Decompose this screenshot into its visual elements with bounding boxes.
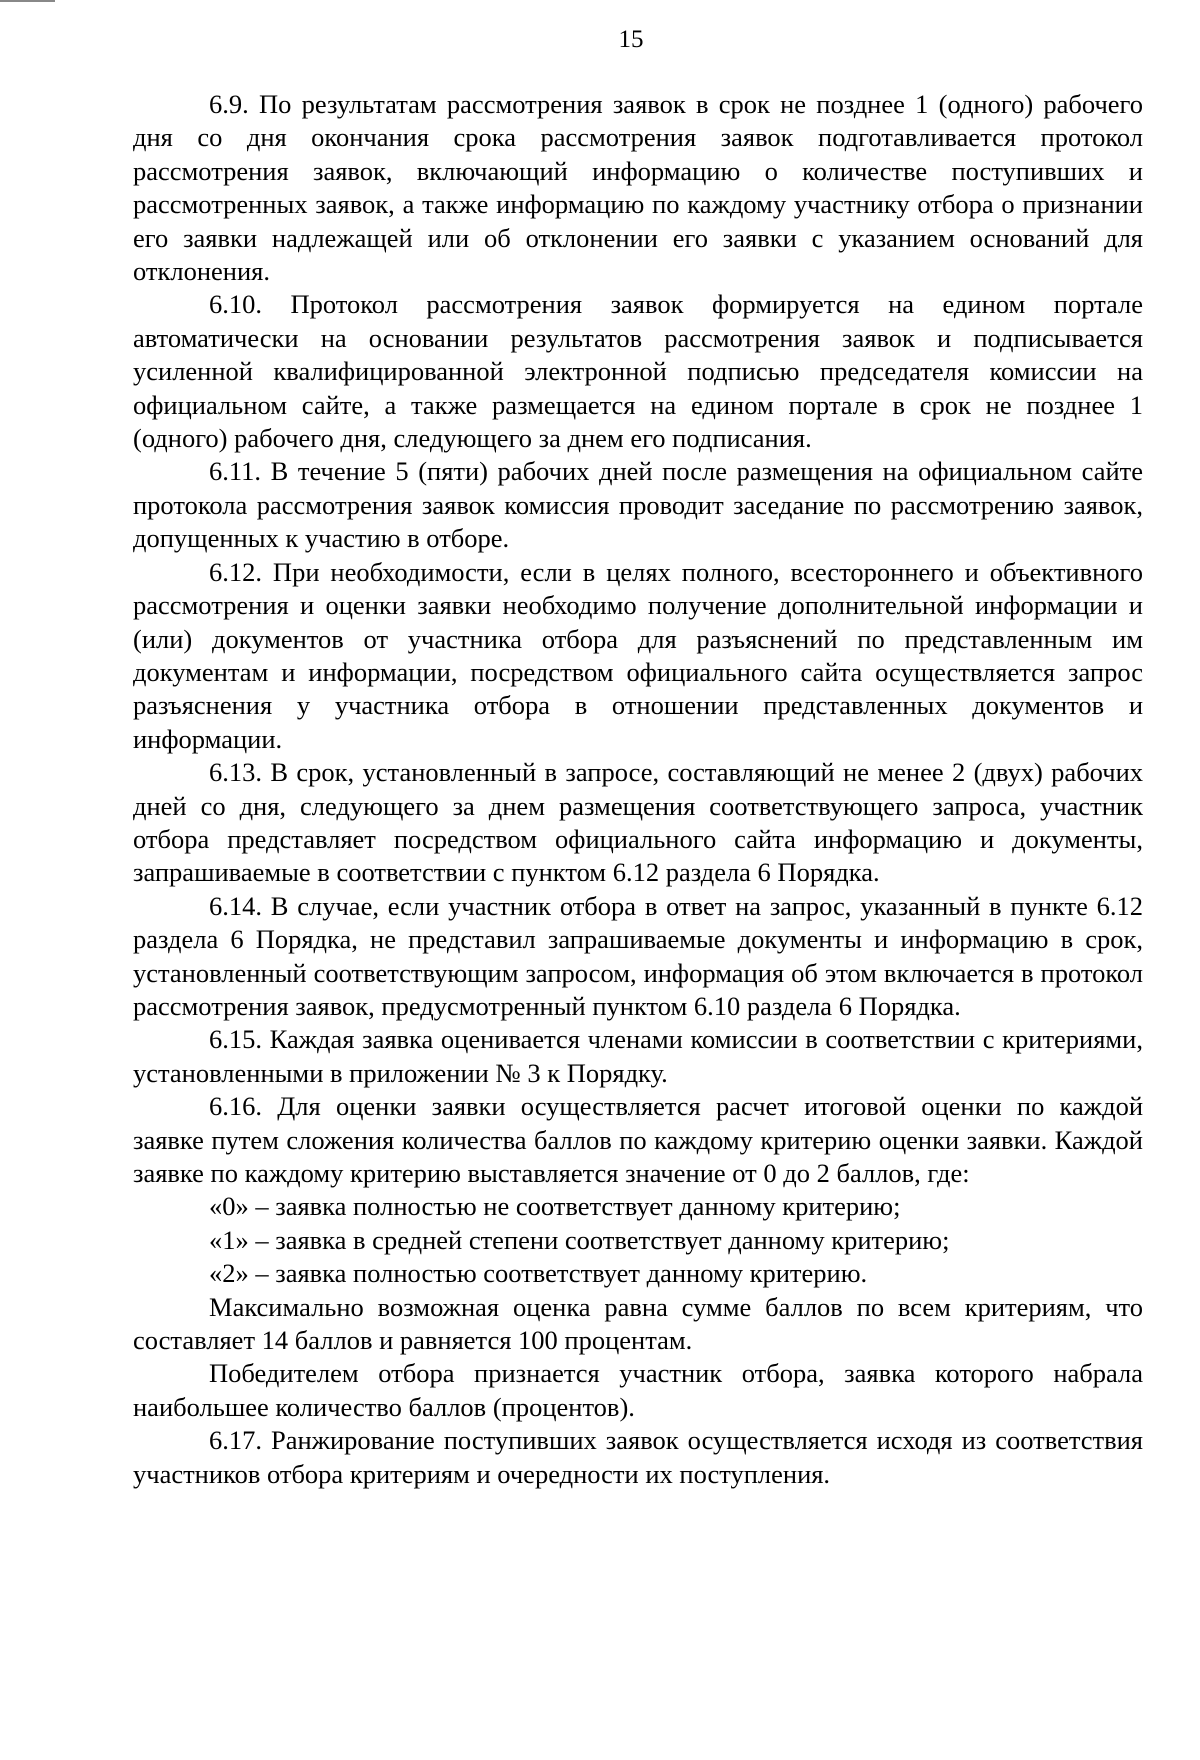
paragraph-6-11: 6.11. В течение 5 (пяти) рабочих дней после размещения на официальном сайте протокола рассмотрения заявок комиссия проводит заседание по рассмотрению заявок, допущенных к участию в отборе. [133,456,1143,554]
paragraph-6-16: 6.16. Для оценки заявки осуществляется расчет итоговой оценки по каждой заявке путем сложения количества баллов по каждому критерию оценки заявки. Каждой заявке по каждому критерию выставляется значение от 0 до 2 баллов, где: [133,1091,1143,1188]
paragraph-6-9: 6.9. По результатам рассмотрения заявок в срок не позднее 1 (одного) рабочего дня со дня окончания срока рассмотрения заявок подготавливается протокол рассмотрения заявок, включающий информацию о количестве поступивших и рассмотренных заявок, а также информацию по каждому участнику отбора о признании его заявки надлежащей или об отклонении его заявки с указанием оснований для отклонения. [133,89,1143,287]
score-item-1: «1» – заявка в средней степени соответствует данному критерию; [209,1224,950,1255]
paragraph-max-score: Максимально возможная оценка равна сумме баллов по всем критериям, что составляет 14 баллов и равняется 100 процентам. [133,1291,1143,1356]
scan-edge-mark [0,0,55,2]
score-item-2: «2» – заявка полностью соответствует данному критерию. [209,1258,868,1289]
document-body [133,88,1143,1491]
paragraph-6-14: 6.14. В случае, если участник отбора в ответ на запрос, указанный в пункте 6.12 раздела 6 Порядка, не представил запрашиваемые документы и информацию в срок, установленный соответствующим запросом, информация об этом включается в протокол рассмотрения заявок, предусмотренный пунктом 6.10 раздела 6 Порядка. [133,890,1143,1021]
paragraph-6-15: 6.15. Каждая заявка оценивается членами комиссии в соответствии с критериями, установленными в приложении № 3 к Порядку. [133,1024,1143,1088]
paragraph-6-12: 6.12. При необходимости, если в целях полного, всестороннего и объективного рассмотрения и оценки заявки необходимо получение дополнительной информации и (или) документов от участника отбора для разъяснений по представленным им документам и информации, посредством официального сайта осуществляется запрос разъяснения у участника отбора в отношении представленных документов и информации. [133,556,1143,754]
paragraph-6-13: 6.13. В срок, установленный в запросе, составляющий не менее 2 (двух) рабочих дней со дня, следующего за днем размещения соответствующего запроса, участник отбора представляет посредством официального сайта информацию и документы, запрашиваемые в соответствии с пунктом 6.12 раздела 6 Порядка. [133,757,1143,888]
page-number: 15 [618,26,644,53]
score-item-0: «0» – заявка полностью не соответствует данному критерию; [209,1191,901,1222]
paragraph-6-10: 6.10. Протокол рассмотрения заявок формируется на едином портале автоматически на основании результатов рассмотрения заявок и подписывается усиленной квалифицированной электронной подписью председателя комиссии на официальном сайте, а также размещается на едином портале в срок не позднее 1 (одного) рабочего дня, следующего за днем его подписания. [133,289,1143,454]
paragraph-winner: Победителем отбора признается участник отбора, заявка которого набрала наибольшее количество баллов (процентов). [133,1358,1143,1422]
paragraph-6-17: 6.17. Ранжирование поступивших заявок осуществляется исходя из соответствия участников отбора критериям и очередности их поступления. [133,1425,1143,1489]
